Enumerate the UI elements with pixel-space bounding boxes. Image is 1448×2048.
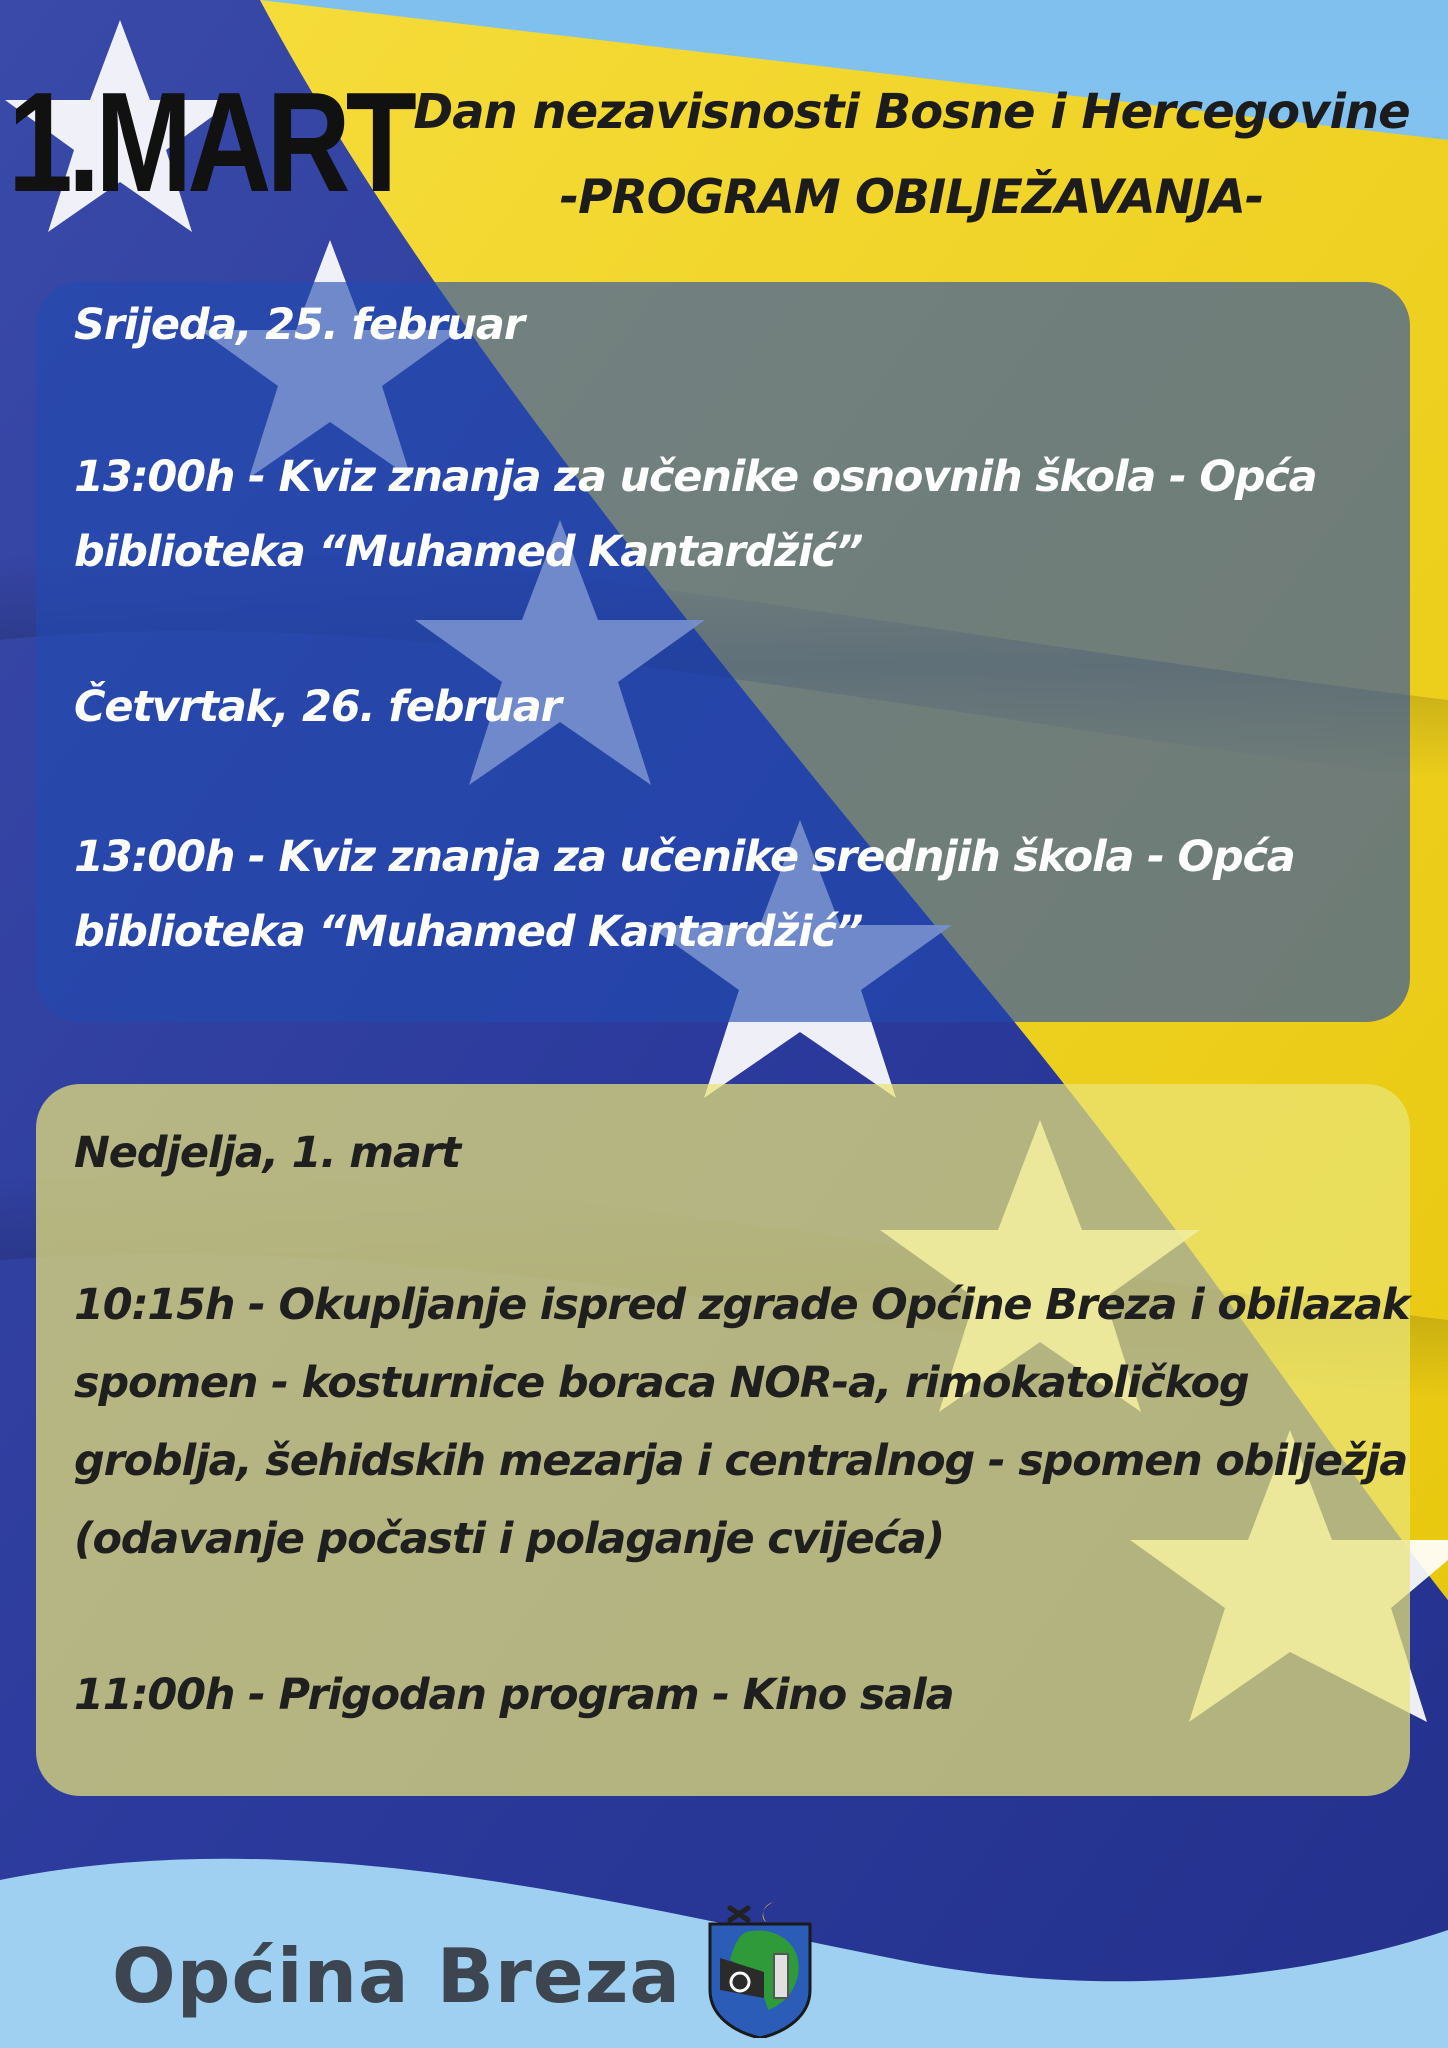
big-date-title: 1.MART xyxy=(8,63,412,222)
program-panel-february xyxy=(36,282,1410,1022)
event-quiz-secondary-line1: 13:00h - Kviz znanja za učenike srednjih škola - Opća xyxy=(74,832,1295,882)
event-gathering-line2: spomen - kosturnice boraca NOR-a, rimokatoličkog xyxy=(74,1358,1249,1408)
program-heading: -PROGRAM OBILJEŽAVANJA- xyxy=(559,170,1264,225)
event-gathering-line1: 10:15h - Okupljanje ispred zgrade Općine Breza i obilazak xyxy=(74,1280,1410,1330)
event-gathering-line3: groblja, šehidskih mezarja i centralnog - spomen obilježja xyxy=(74,1436,1408,1486)
event-program-cinema: 11:00h - Prigodan program - Kino sala xyxy=(74,1670,954,1720)
day-heading-wednesday: Srijeda, 25. februar xyxy=(74,300,524,350)
event-gathering-line4: (odavanje počasti i polaganje cvijeća) xyxy=(74,1514,944,1564)
municipality-name: Općina Breza xyxy=(112,1932,682,2020)
program-panel-march xyxy=(36,1084,1410,1796)
event-quiz-secondary-line2: biblioteka “Muhamed Kantardžić” xyxy=(74,907,863,957)
day-heading-thursday: Četvrtak, 26. februar xyxy=(74,682,561,732)
day-heading-sunday: Nedjelja, 1. mart xyxy=(74,1128,461,1178)
event-quiz-primary-line1: 13:00h - Kviz znanja za učenike osnovnih škola - Opća xyxy=(74,452,1317,502)
event-quiz-primary-line2: biblioteka “Muhamed Kantardžić” xyxy=(74,527,863,577)
event-subtitle: Dan nezavisnosti Bosne i Hercegovine xyxy=(413,84,1410,140)
coat-of-arms-icon xyxy=(690,1898,830,2038)
